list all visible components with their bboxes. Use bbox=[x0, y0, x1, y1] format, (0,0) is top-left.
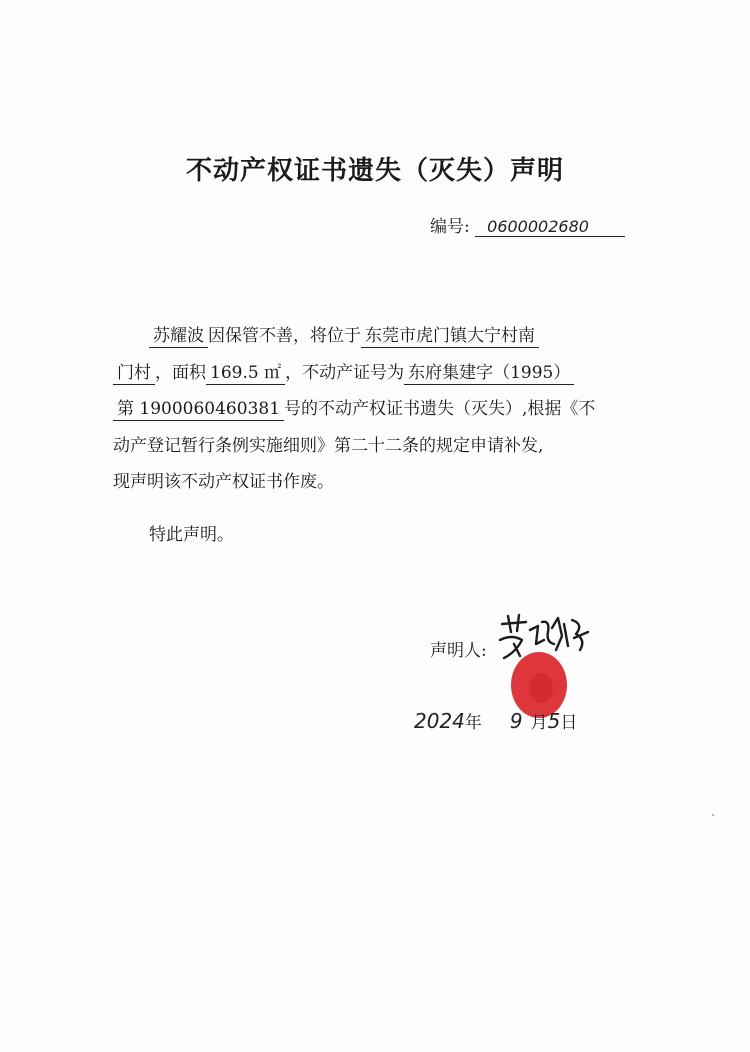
cert-number-part-2: 第 1900060460381 bbox=[113, 399, 284, 421]
body-line-1 bbox=[113, 318, 643, 355]
area-label: ，面积 bbox=[155, 362, 206, 383]
location-part-2: 门村 bbox=[113, 363, 155, 385]
certificate-number-row bbox=[430, 212, 625, 237]
document-title: 不动产权证书遗失（灭失）声明 bbox=[185, 156, 564, 186]
owner-name: 苏耀波 bbox=[149, 326, 208, 348]
location-part-1: 东莞市虎门镇大宁村南 bbox=[361, 326, 539, 348]
declaration-date bbox=[414, 708, 577, 733]
declarant-row bbox=[430, 636, 487, 661]
cert-label: ，不动产证号为 bbox=[285, 362, 405, 383]
body-line-4: 动产登记暂行条例实施细则》第二十二条的规定申请补发, bbox=[113, 435, 544, 456]
body-line-3-text: 号的不动产权证书遗失（灭失）,根据《不 bbox=[284, 399, 596, 419]
date-day-label: 日 bbox=[560, 713, 578, 733]
paper-speck bbox=[712, 814, 714, 816]
body-line-5: 现声明该不动产权证书作废。 bbox=[113, 472, 334, 492]
date-year-label: 年 bbox=[464, 713, 482, 733]
declaration-body bbox=[113, 318, 643, 501]
cert-number-part-1: 东府集建字（1995） bbox=[404, 363, 574, 385]
area-value: 169.5 ㎡ bbox=[206, 363, 285, 385]
number-value: 0600002680 bbox=[475, 217, 625, 237]
declarant-label: 声明人: bbox=[430, 641, 487, 661]
body-line-3 bbox=[113, 391, 643, 428]
date-month: 9 bbox=[509, 709, 523, 733]
date-day: 5 bbox=[547, 709, 561, 733]
body-line-1-text: 因保管不善，将位于 bbox=[208, 326, 361, 346]
special-statement: 特此声明。 bbox=[149, 525, 234, 545]
date-year: 2024 bbox=[414, 709, 465, 733]
date-month-label: 月 bbox=[530, 713, 548, 733]
handwritten-signature bbox=[492, 610, 592, 670]
body-line-2 bbox=[113, 355, 643, 392]
number-label: 编号: bbox=[430, 217, 470, 237]
